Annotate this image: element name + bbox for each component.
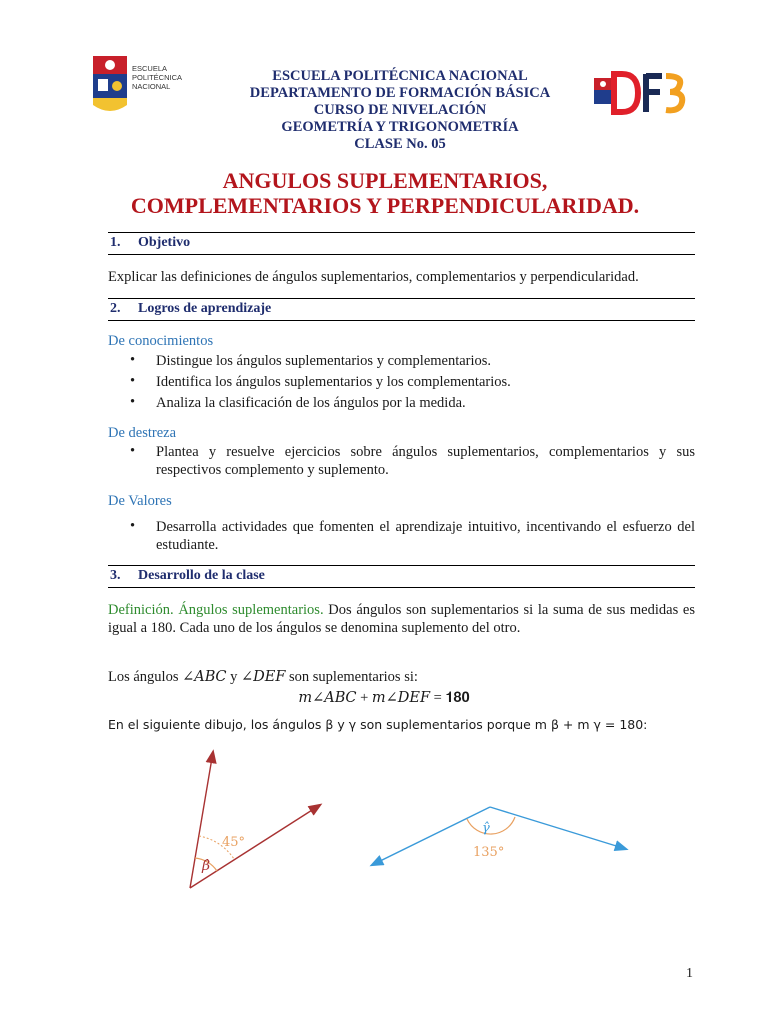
dibujo-line: En el siguiente dibujo, los ángulos β y γ son suplementarios porque m β + m γ = 180: [108,717,648,732]
dfb-logo [592,70,686,116]
page-title-line-2: COMPLEMENTARIOS Y PERPENDICULARIDAD. [130,193,640,218]
angle-figure-gamma [360,795,640,875]
header-line-5: CLASE No. 05 [354,136,446,152]
definition-label: Definición. Ángulos suplementarios. [108,602,324,618]
destreza-title: De destreza [108,425,177,441]
section-number: 3. [110,568,121,583]
angle-figure-beta [170,740,340,900]
bullet-icon: • [130,373,136,389]
header-line-3: CURSO DE NIVELACIÓN [313,102,487,118]
list-item: Desarrolla actividades que fomenten el aprendizaje intuitivo, incentivando el esfuerzo del estudiante. [156,519,695,553]
school-logo-line-2: POLITÉCNICA [132,73,183,82]
page-number: 1 [686,966,693,981]
list-item: Plantea y resuelve ejercicios sobre ángulos suplementarios, complementarios y sus respectivos complemento y suplemento. [156,444,695,478]
ray-right [490,807,626,849]
page-title-line-1: ANGULOS SUPLEMENTARIOS, [222,168,548,193]
bullet-icon: • [130,394,136,410]
section-logros-header [108,298,695,321]
school-logo [92,55,212,117]
gamma-symbol: γ̂ [482,821,490,836]
angulos-line: Los ángulos ∠𝐴𝐵𝐶 y ∠𝐷𝐸𝐹 son suplementarios si: [108,669,418,685]
section-number: 2. [110,301,121,316]
section-objetivo-header [108,232,695,255]
angle-label: 45° [222,835,246,850]
list-item: Analiza la clasificación de los ángulos por la medida. [156,395,466,411]
section-label: Desarrollo de la clase [138,568,265,583]
section-label: Objetivo [138,235,191,250]
bullet-icon: • [130,352,136,368]
angle-label: 135° [473,845,505,860]
valores-title: De Valores [108,493,172,509]
angle-arc [467,817,515,834]
definition-paragraph [108,601,695,637]
header-line-2: DEPARTAMENTO DE FORMACIÓN BÁSICA [249,85,551,101]
conocimientos-title: De conocimientos [108,333,214,349]
objetivo-text: Explicar las definiciones de ángulos suplementarios, complementarios y perpendicularidad. [108,269,639,285]
header-line-4: GEOMETRÍA Y TRIGONOMETRÍA [281,119,519,135]
school-logo-line-1: ESCUELA [132,64,168,73]
definition-text: Dos ángulos son suplementarios si la suma de sus medidas es igual a 180. Cada uno de los ángulos se denomina suplemento del otro. [108,602,695,636]
dfb-logo-icon [592,70,686,116]
school-logo-line-3: NACIONAL [132,82,171,91]
bullet-icon: • [130,518,136,534]
school-crest-icon [92,55,128,117]
ray-diagonal [190,805,320,888]
section-label: Logros de aprendizaje [138,301,272,316]
header-line-1: ESCUELA POLITÉCNICA NACIONAL [272,68,528,84]
list-item: Distingue los ángulos suplementarios y complementarios. [156,353,492,369]
bullet-icon: • [130,443,136,459]
section-number: 1. [110,235,121,250]
beta-symbol: β̂ [202,858,211,874]
list-item: Identifica los ángulos suplementarios y los complementarios. [156,374,511,390]
equation: 𝑚∠𝐴𝐵𝐶 + 𝑚∠𝐷𝐸𝐹 = 𝟏𝟖𝟎 [298,690,470,706]
section-desarrollo-header [108,565,695,588]
